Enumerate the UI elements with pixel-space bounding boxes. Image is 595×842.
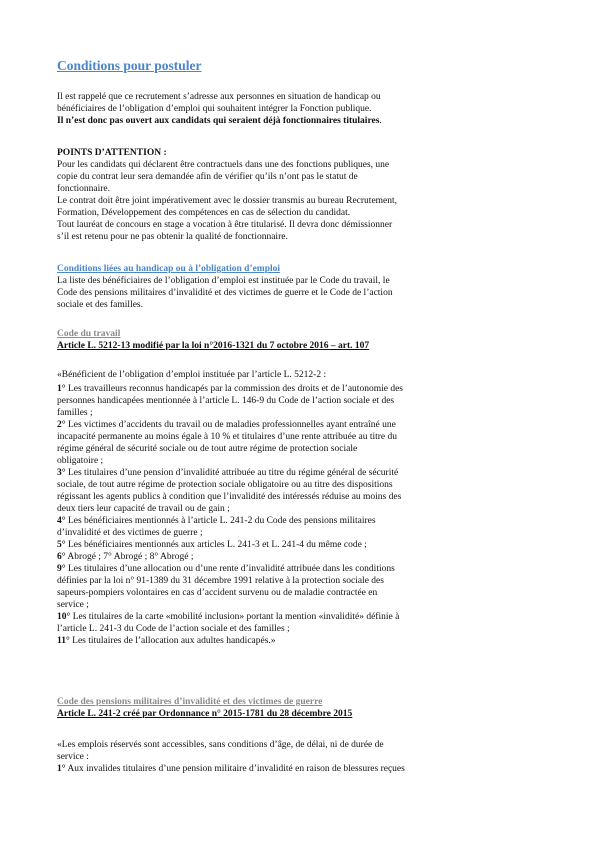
handicap-line: sociale et des familles. xyxy=(57,300,143,310)
list-item: 1° Aux invalides titulaires d’une pension militaire d’invalidité en raison de blessures reçues xyxy=(57,764,405,774)
item-number: 9° xyxy=(57,564,66,574)
code-pensions-heading: Code des pensions militaires d’invalidité et des victimes de guerre xyxy=(57,697,323,707)
code-pensions-intro: service : xyxy=(57,752,89,762)
code-pensions-article: Article L. 241-2 créé par Ordonnance n° 2015-1781 du 28 décembre 2015 xyxy=(57,709,353,719)
list-item-line: définies par la loi n° 91-1389 du 31 décembre 1991 relative à la protection sociale des xyxy=(57,576,384,586)
list-item-line: régime général de sécurité sociale ou de tout autre régime de protection sociale xyxy=(57,444,358,454)
list-item-line: sociale, de tout autre régime de protection sociale obligatoire ou au titre des dispositions xyxy=(57,480,393,490)
intro-line: Il est rappelé que ce recrutement s’adresse aux personnes en situation de handicap ou xyxy=(57,92,381,102)
list-item: 11° Les titulaires de l’allocation aux adultes handicapés.» xyxy=(57,636,276,646)
code-pensions-section xyxy=(57,696,547,720)
item-number: 2° xyxy=(57,420,66,430)
list-item-line: personnes handicapées mentionnée à l’article L. 146-9 du Code de l’action sociale et des xyxy=(57,396,395,406)
intro-warning-text: Il n’est donc pas ouvert aux candidats qui seraient déjà fonctionnaires titulaires xyxy=(57,116,380,126)
code-travail-article: Article L. 5212-13 modifié par la loi n°2016-1321 du 7 octobre 2016 – art. 107 xyxy=(57,341,370,351)
list-item: 10° Les titulaires de la carte «mobilité inclusion» portant la mention «invalidité» définie à xyxy=(57,612,400,622)
intro-warning xyxy=(57,115,547,128)
list-item-line: l’article L. 241-3 du Code de l’action sociale et des familles ; xyxy=(57,624,290,634)
handicap-line: Code des pensions militaires d’invalidité et des victimes de guerre et le Code de l’action xyxy=(57,288,393,298)
list-item: 5° Les bénéficiaires mentionnés aux articles L. 241-3 et L. 241-4 du même code ; xyxy=(57,540,367,550)
handicap-heading: Conditions liées au handicap ou à l’obligation d’emploi xyxy=(57,264,281,274)
intro-warning-end: . xyxy=(379,116,382,126)
page-title: Conditions pour postuler xyxy=(57,58,202,73)
attention-line: fonctionnaire. xyxy=(57,184,111,194)
code-travail-section xyxy=(57,328,547,352)
list-item: 9° Les titulaires d’une allocation ou d’une rente d’invalidité attribuée dans les conditions xyxy=(57,564,395,574)
intro-section xyxy=(57,91,547,128)
item-number: 4° xyxy=(57,516,66,526)
item-number: 6° xyxy=(57,552,66,562)
list-item-line: d’invalidité et des victimes de guerre ; xyxy=(57,528,203,538)
list-item: 6° Abrogé ; 7° Abrogé ; 8° Abrogé ; xyxy=(57,552,194,562)
code-pensions-body xyxy=(57,739,547,775)
attention-line: Le contrat doit être joint impérativement avec le dossier transmis au bureau Recrutement, xyxy=(57,196,398,206)
list-item: 4° Les bénéficiaires mentionnés à l’article L. 241-2 du Code des pensions militaires xyxy=(57,516,376,526)
intro-line: bénéficiaires de l’obligation d’emploi qui souhaitent intégrer la Fonction publique. xyxy=(57,104,372,114)
item-number: 1° xyxy=(57,764,66,774)
list-item-line: régissant les agents publics à condition que l’invalidité des intéressés réduise au moins des xyxy=(57,492,402,502)
attention-line: copie du contrat leur sera demandée afin de vérifier qu’ils n’ont pas le statut de xyxy=(57,172,358,182)
code-pensions-intro: «Les emplois réservés sont accessibles, sans conditions d’âge, de délai, ni de durée de xyxy=(57,740,384,750)
list-item: 3° Les titulaires d’une pension d’invalidité attribuée au titre du régime général de sécurité xyxy=(57,468,399,478)
item-number: 1° xyxy=(57,384,66,394)
attention-line: s’il est retenu pour ne pas obtenir la qualité de fonctionnaire. xyxy=(57,232,288,242)
handicap-line: La liste des bénéficiaires de l’obligation d’emploi est instituée par le Code du travail, le xyxy=(57,276,390,286)
code-travail-heading: Code du travail xyxy=(57,329,121,339)
item-number: 5° xyxy=(57,540,66,550)
handicap-section xyxy=(57,263,547,311)
item-number: 3° xyxy=(57,468,66,478)
list-item-line: familles ; xyxy=(57,408,93,418)
list-item-line: deux tiers leur capacité de travail ou de gain ; xyxy=(57,504,230,514)
code-travail-intro: «Bénéficient de l’obligation d’emploi instituée par l’article L. 5212-2 : xyxy=(57,370,327,380)
attention-line: Formation, Développement des compétences en cas de sélection du candidat. xyxy=(57,208,351,218)
code-travail-body xyxy=(57,369,547,647)
attention-heading: POINTS D’ATTENTION : xyxy=(57,148,167,158)
list-item: 2° Les victimes d’accidents du travail ou de maladies professionnelles ayant entraîné une xyxy=(57,420,396,430)
attention-section xyxy=(57,147,547,243)
item-number: 10° xyxy=(57,612,71,622)
item-number: 11° xyxy=(57,636,70,646)
list-item-line: sapeurs-pompiers volontaires en cas d’accident survenu ou de maladie contractée en xyxy=(57,588,378,598)
attention-line: Tout lauréat de concours en stage a vocation à être titularisé. Il devra donc démissionner xyxy=(57,220,393,230)
list-item-line: service ; xyxy=(57,600,89,610)
list-item-line: incapacité permanente au moins égale à 10 % et titulaires d’une rente attribuée au titre du xyxy=(57,432,398,442)
attention-line: Pour les candidats qui déclarent être contractuels dans une des fonctions publiques, une xyxy=(57,160,390,170)
list-item: 1° Les travailleurs reconnus handicapés par la commission des droits et de l’autonomie des xyxy=(57,384,403,394)
list-item-line: obligatoire ; xyxy=(57,456,104,466)
